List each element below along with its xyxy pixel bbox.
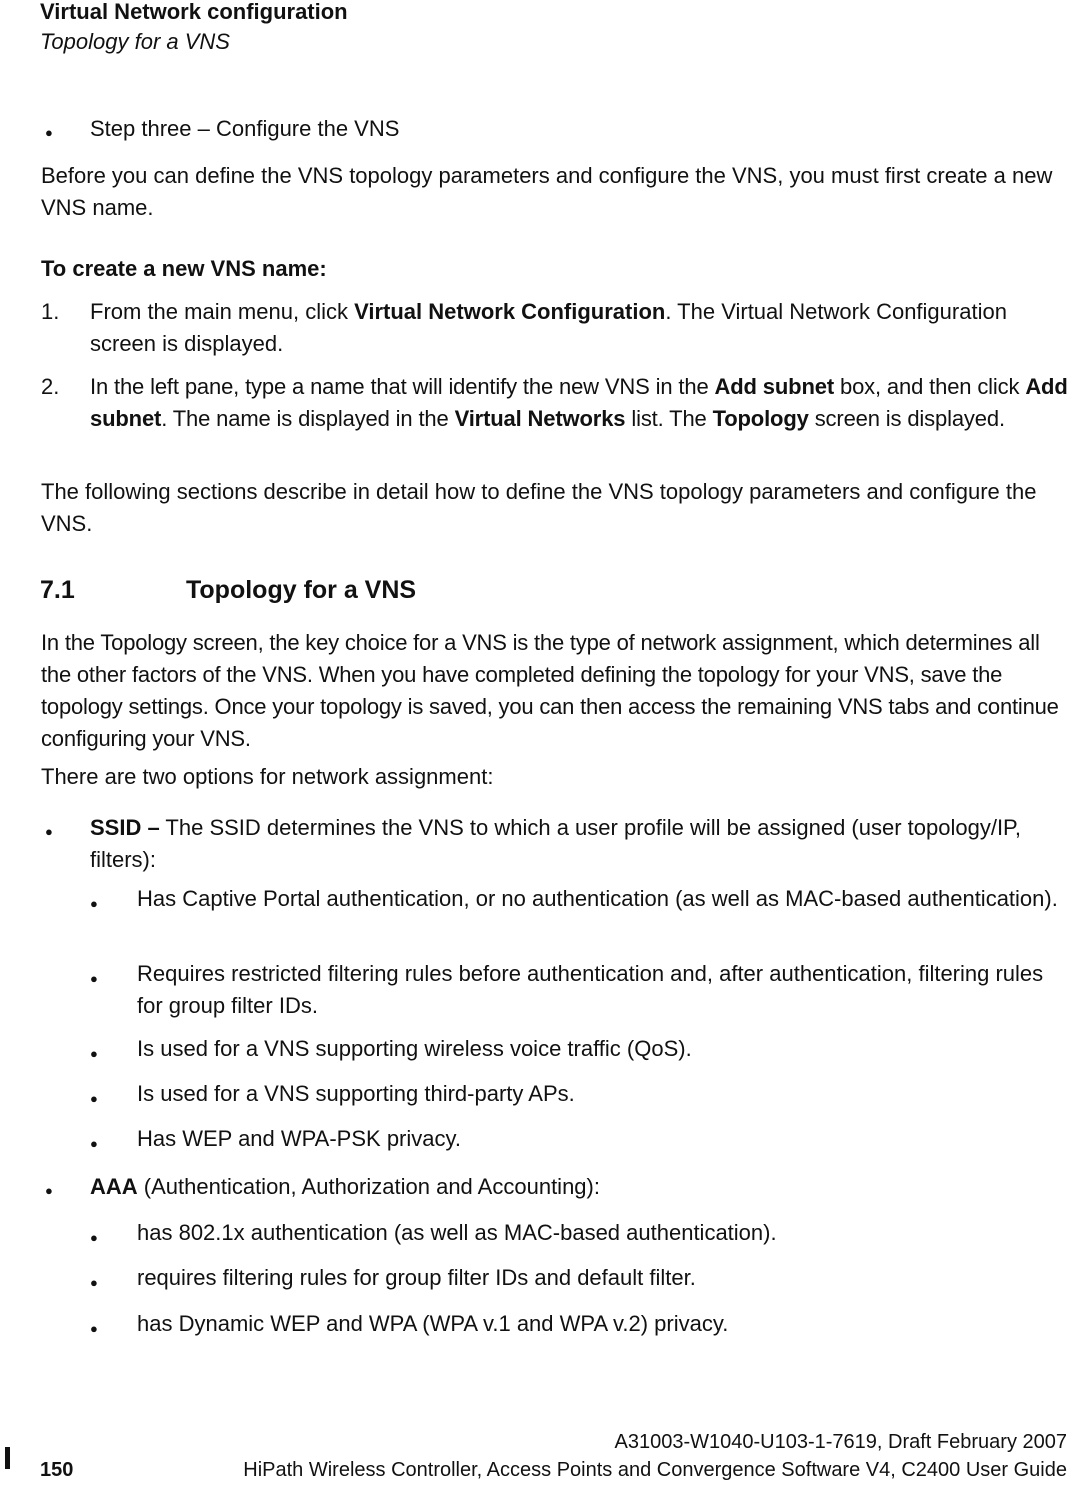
section-paragraph: In the Topology screen, the key choice for a VNS is the type of network assignment, which determines all the other factors of the VNS. When you have completed defining the topology for your VNS, save the topology settings. Once your topology is saved, you can then access the remaining VNS tabs and continue configuring your VNS. [41, 630, 1059, 751]
list-item: Has Captive Portal authentication, or no authentication (as well as MAC-based authentication). [137, 886, 1058, 911]
step-number: 1. [41, 299, 60, 324]
ui-term: Add subnet [714, 374, 835, 399]
page-number: 150 [40, 1459, 74, 1481]
list-item: Has WEP and WPA-PSK privacy. [137, 1126, 461, 1151]
section-title: Topology for a VNS [186, 576, 417, 604]
bullet-icon: ● [90, 1321, 98, 1336]
list-item: requires filtering rules for group filter IDs and default filter. [137, 1265, 696, 1290]
bullet-icon: ● [90, 896, 98, 911]
procedure-title: To create a new VNS name: [41, 256, 327, 281]
ui-term: Add subnet [90, 374, 1068, 431]
ssid-label: SSID – [90, 815, 160, 840]
step-text: From the main menu, click Virtual Network Configuration. The Virtual Network Configuration screen is displayed. [90, 299, 1007, 356]
bullet-icon: ● [90, 1230, 98, 1245]
running-header-title: Virtual Network configuration [40, 0, 348, 24]
intro-bullet-text: Step three – Configure the VNS [90, 116, 400, 141]
list-item: Is used for a VNS supporting third-party APs. [137, 1081, 575, 1106]
bullet-icon: ● [90, 1091, 98, 1106]
intro-paragraph: Before you can define the VNS topology parameters and configure the VNS, you must first create a new VNS name. [41, 163, 1053, 220]
running-header-subtitle: Topology for a VNS [40, 29, 230, 54]
guide-title: HiPath Wireless Controller, Access Points and Convergence Software V4, C2400 User Guide [243, 1459, 1067, 1481]
document-id: A31003-W1040-U103-1-7619, Draft February 2007 [614, 1431, 1067, 1453]
ssid-option: SSID – The SSID determines the VNS to which a user profile will be assigned (user topology/IP, filters): [90, 815, 1022, 872]
step-text: In the left pane, type a name that will identify the new VNS in the Add subnet box, and then click Add subnet. The name is displayed in the Virtual Networks list. The Topology screen is displayed. [90, 374, 1068, 431]
list-item: Is used for a VNS supporting wireless voice traffic (QoS). [137, 1036, 692, 1061]
list-item: has 802.1x authentication (as well as MAC-based authentication). [137, 1220, 777, 1245]
options-intro: There are two options for network assignment: [41, 764, 494, 789]
bullet-icon: ● [45, 824, 53, 839]
ui-term: Virtual Networks [454, 406, 626, 431]
following-paragraph: The following sections describe in detail how to define the VNS topology parameters and configure the VNS. [41, 479, 1037, 536]
ui-term: Virtual Network Configuration [354, 299, 666, 324]
list-item: Requires restricted filtering rules before authentication and, after authentication, filtering rules for group filter IDs. [137, 961, 1044, 1018]
bullet-icon: ● [45, 1183, 53, 1198]
section-number: 7.1 [40, 576, 75, 604]
aaa-label: AAA [90, 1174, 138, 1199]
bullet-icon: ● [45, 125, 53, 140]
bullet-icon: ● [90, 1136, 98, 1151]
bullet-icon: ● [90, 1275, 98, 1290]
change-bar [5, 1447, 10, 1469]
ui-term: Topology [712, 406, 809, 431]
bullet-icon: ● [90, 971, 98, 986]
aaa-option: AAA (Authentication, Authorization and Accounting): [90, 1174, 600, 1199]
bullet-icon: ● [90, 1046, 98, 1061]
step-number: 2. [41, 374, 60, 399]
list-item: has Dynamic WEP and WPA (WPA v.1 and WPA v.2) privacy. [137, 1311, 729, 1336]
